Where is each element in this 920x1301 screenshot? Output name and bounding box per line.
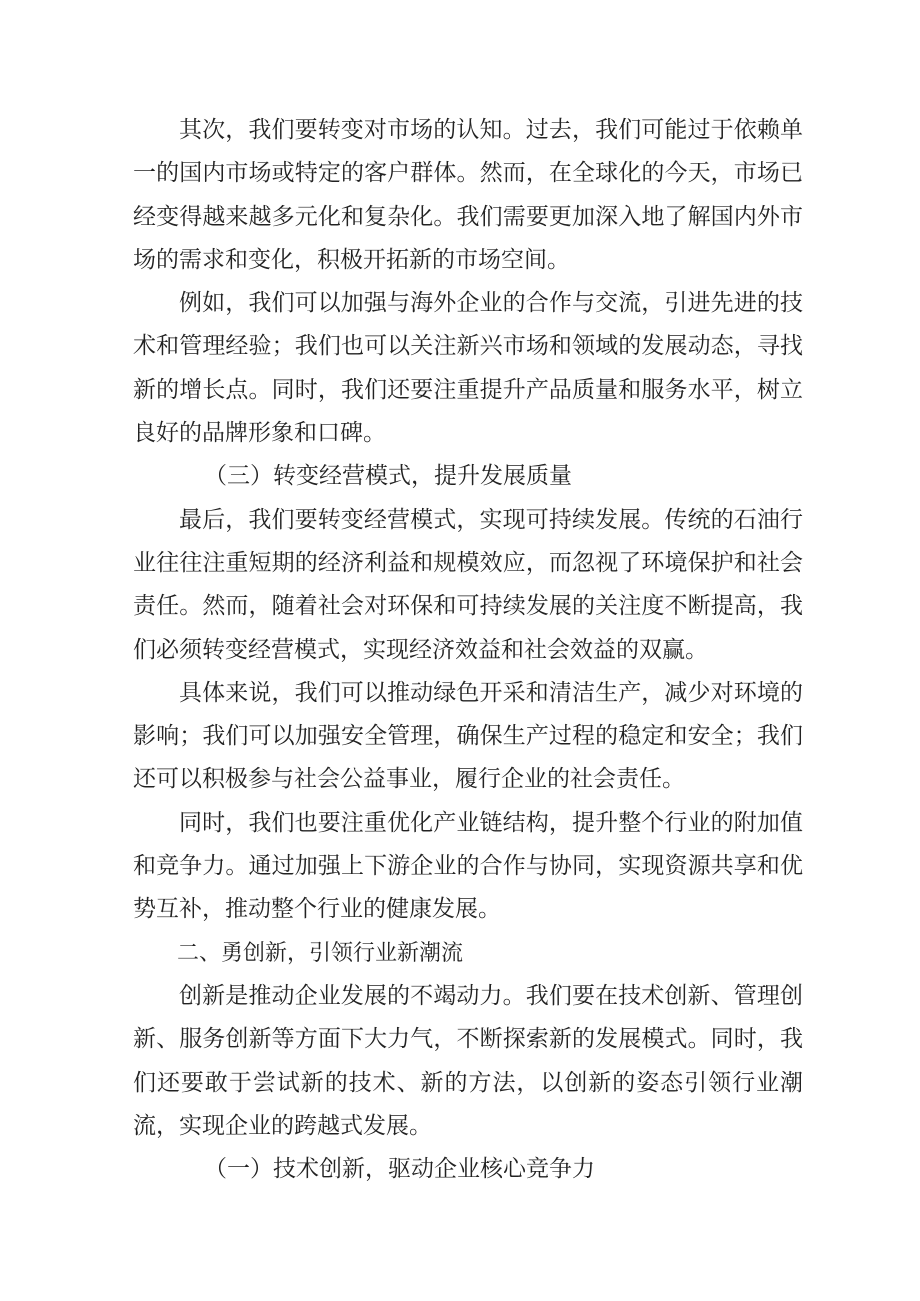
subheading-technology-innovation: （一）技术创新，驱动企业核心竞争力 <box>204 1156 595 1183</box>
paragraph-industry-chain: 同时，我们也要注重优化产业链结构，提升整个行业的附加值和竞争力。通过加强上下游企业的合作与协同，实现资源共享和优势互补，推动整个行业的健康发展。 <box>133 809 803 923</box>
section-heading-innovation: 二、勇创新，引领行业新潮流 <box>177 940 464 966</box>
paragraph-sustainable-development: 最后，我们要转变经营模式，实现可持续发展。传统的石油行业往往注重短期的经济利益和规模效应，而忽视了环境保护和社会责任。然而，随着社会对环保和可持续发展的关注度不断提高，我们必须转变经营模式，实现经济效益和社会效益的双赢。 <box>133 506 803 663</box>
paragraph-overseas-cooperation: 例如，我们可以加强与海外企业的合作与交流，引进先进的技术和管理经验；我们也可以关注新兴市场和领域的发展动态，寻找新的增长点。同时，我们还要注重提升产品质量和服务水平，树立良好的品牌形象和口碑。 <box>133 290 803 447</box>
paragraph-market-cognition: 其次，我们要转变对市场的认知。过去，我们可能过于依赖单一的国内市场或特定的客户群体。然而，在全球化的今天，市场已经变得越来越多元化和复杂化。我们需要更加深入地了解国内外市场的需求和变化，积极开拓新的市场空间。 <box>133 117 803 273</box>
paragraph-innovation-driver: 创新是推动企业发展的不竭动力。我们要在技术创新、管理创新、服务创新等方面下大力气，不断探索新的发展模式。同时，我们还要敢于尝试新的技术、新的方法，以创新的姿态引领行业潮流，实现企业的跨越式发展。 <box>133 982 803 1139</box>
paragraph-green-production: 具体来说，我们可以推动绿色开采和清洁生产，减少对环境的影响；我们可以加强安全管理，确保生产过程的稳定和安全；我们还可以积极参与社会公益事业，履行企业的社会责任。 <box>133 679 803 793</box>
document-body <box>133 109 803 1191</box>
subheading-business-model: （三）转变经营模式，提升发展质量 <box>204 463 572 490</box>
